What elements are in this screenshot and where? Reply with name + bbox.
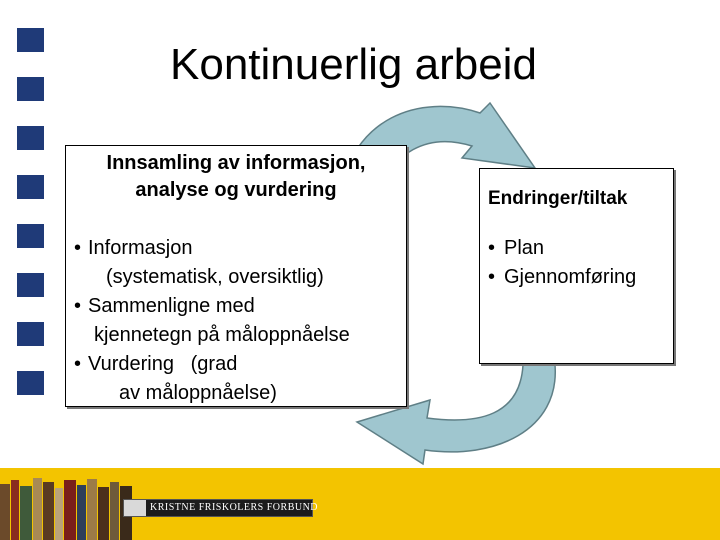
analysis-box (65, 145, 407, 407)
books-image (0, 476, 132, 540)
actions-box-header: Endringer/tiltak (488, 188, 628, 209)
list-item: • Vurdering (grad av måloppnåelse) (74, 353, 277, 404)
actions-box (479, 168, 674, 364)
square-bullet-icon (17, 28, 44, 52)
square-bullet-icon (17, 371, 44, 395)
list-item: • Sammenligne med kjennetegn på måloppnåelse (74, 295, 350, 346)
square-bullet-icon (17, 273, 44, 297)
list-item: • Gjennomføring (488, 266, 637, 288)
square-bullet-icon (17, 175, 44, 199)
organization-logo: KRISTNE FRISKOLERS FORBUND (123, 499, 313, 517)
actions-list (488, 234, 673, 292)
analysis-list (74, 234, 406, 408)
side-decoration (17, 28, 45, 420)
square-bullet-icon (17, 77, 44, 101)
square-bullet-icon (17, 322, 44, 346)
list-item: • Plan (488, 237, 545, 259)
logo-mark-icon (124, 500, 146, 516)
square-bullet-icon (17, 126, 44, 150)
analysis-box-header: Innsamling av informasjon, analyse og vurdering (106, 152, 366, 201)
list-item: • Informasjon (systematisk, oversiktlig) (74, 237, 324, 288)
square-bullet-icon (17, 224, 44, 248)
slide-title: Kontinuerlig arbeid (170, 40, 537, 89)
